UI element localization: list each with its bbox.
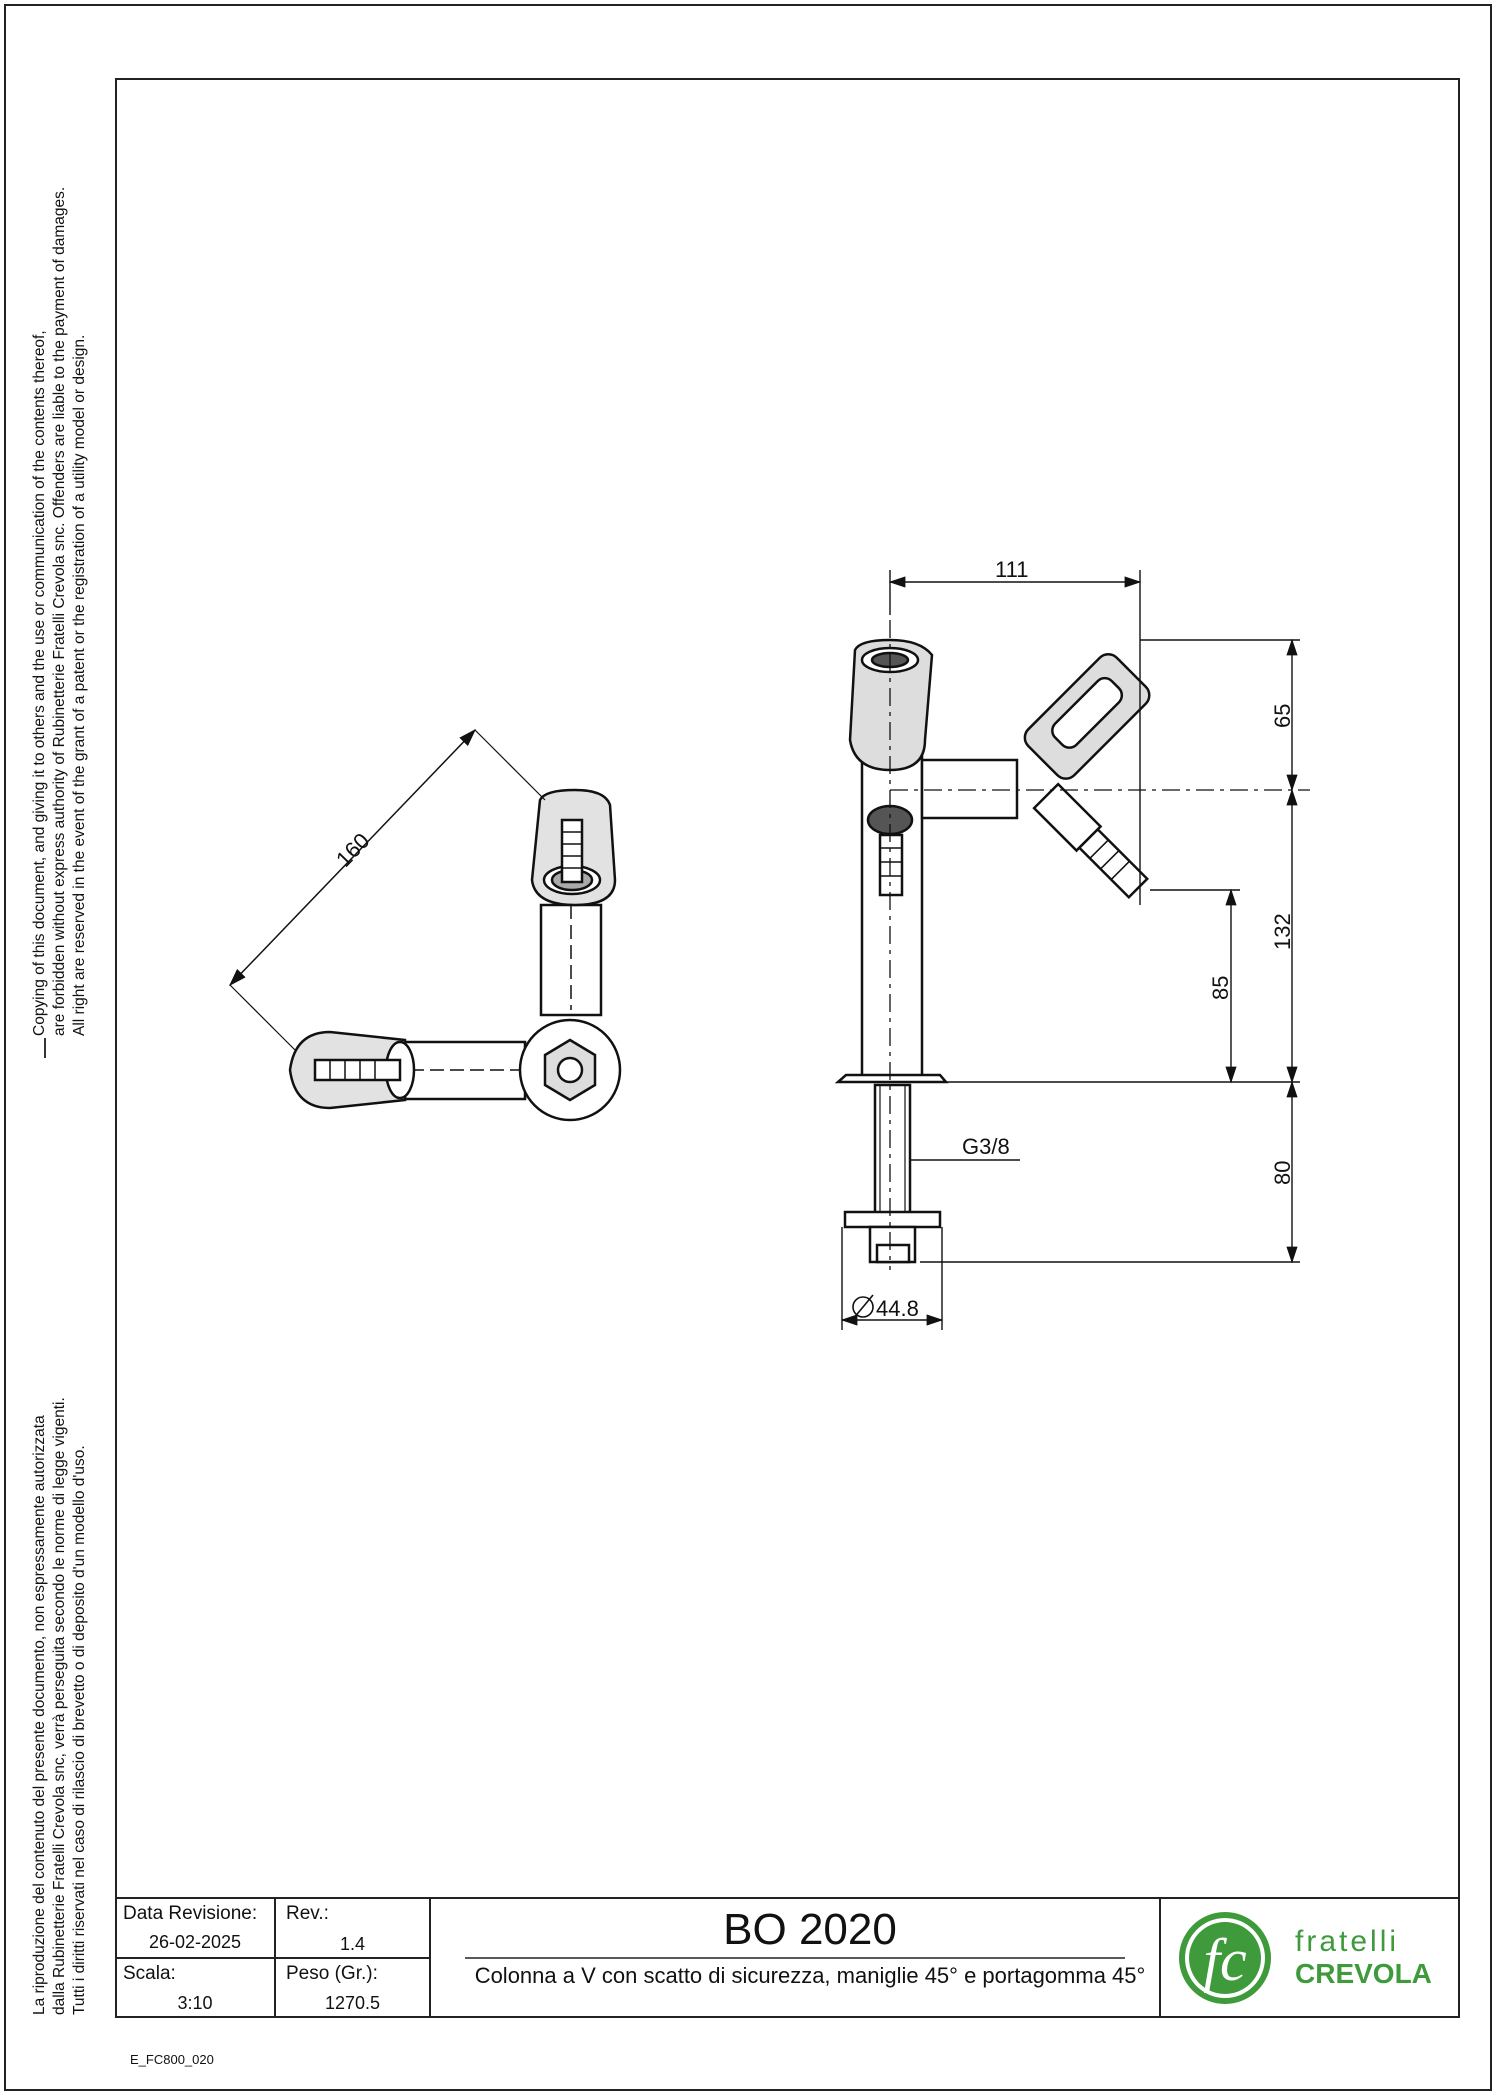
legal-en-line-1: Copying of this document, and giving it to others and the use or communication of the contents thereof,	[31, 330, 48, 1036]
legal-it-line-1: La riproduzione del contenuto del presente documento, non espressamente autorizzata	[31, 1415, 48, 2015]
product-description: Colonna a V con scatto di sicurezza, maniglie 45° e portagomma 45°	[474, 1963, 1146, 1988]
front-view-column	[862, 740, 922, 1080]
front-view-upper-angled-handle	[1020, 649, 1154, 783]
value-scala: 3:10	[177, 1993, 213, 2013]
dim-65: 65	[1270, 703, 1295, 728]
value-rev: 1.4	[339, 1934, 366, 1954]
dim-132: 132	[1270, 913, 1295, 950]
front-view-lower-angled-nozzle	[1034, 784, 1150, 900]
logo-text-line1: fratelli	[1295, 1925, 1400, 1958]
legal-en-line-2: are forbidden without express authority of Rubinetterie Fratelli Crevola snc. Offenders are liable to the payment of damages.	[51, 186, 68, 1036]
front-view-hose-nozzle	[880, 835, 902, 895]
logo-text-line2: CREVOLA	[1295, 1958, 1432, 1989]
label-peso: Peso (Gr.):	[286, 1963, 378, 1984]
label-data-revisione: Data Revisione:	[123, 1903, 258, 1924]
front-view-washer	[845, 1212, 940, 1227]
legal-it-line-2: dalla Rubinetterie Fratelli Crevola snc, verrà perseguita secondo le norme di legge vigenti.	[51, 1397, 68, 2015]
dim-diameter: 44.8	[876, 1296, 919, 1321]
value-peso: 1270.5	[324, 1993, 381, 2013]
dim-80: 80	[1270, 1160, 1295, 1185]
logo-monogram: fc	[1203, 1927, 1247, 1993]
label-rev: Rev.:	[286, 1903, 329, 1924]
dim-thread: G3/8	[962, 1134, 1010, 1159]
label-scala: Scala:	[123, 1963, 176, 1984]
front-view-branch	[922, 760, 1017, 818]
top-view	[230, 730, 620, 1120]
product-code: BO 2020	[723, 1905, 897, 1954]
dim-160: 160	[330, 828, 375, 872]
dim-85: 85	[1208, 975, 1233, 1000]
front-view-flange	[838, 1075, 946, 1082]
legal-en-line-3: All right are reserved in the event of the grant of a patent or the registration of a utility model or design.	[71, 334, 88, 1036]
value-data-revisione: 26-02-2025	[148, 1932, 242, 1952]
logo-mark	[1179, 1912, 1271, 2004]
top-view-hose-nozzle-horizontal	[315, 1060, 400, 1080]
top-view-hose-nozzle-vertical	[562, 820, 582, 882]
dim-111: 111	[995, 557, 1029, 582]
legal-it-line-3: Tutti i diritti riservati nel caso di rilascio di brevetto o di deposito d'un modello d'uso.	[71, 1445, 88, 2015]
front-view	[838, 640, 1154, 1262]
document-code: E_FC800_020	[130, 2052, 214, 2067]
